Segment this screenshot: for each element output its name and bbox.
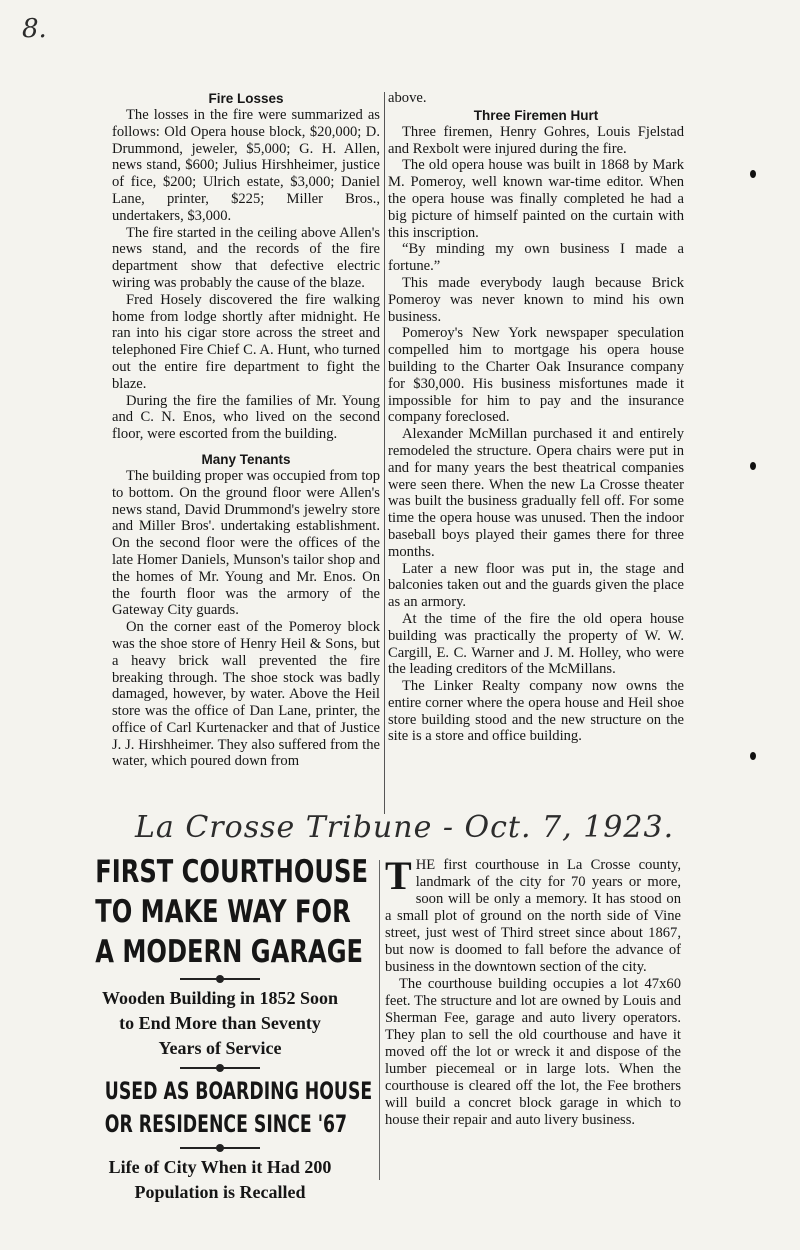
article-headline-block xyxy=(60,852,380,1205)
right-column xyxy=(388,90,684,745)
paragraph: The fire started in the ceiling above Allen's news stand, and the records of the fire department show that defective electric wiring was probably the cause of the blaze. xyxy=(112,224,380,291)
article-divider xyxy=(379,860,380,1180)
section-heading-many-tenants: Many Tenants xyxy=(201,451,291,467)
ornament-divider xyxy=(180,1067,260,1069)
paragraph: “By minding my own business I made a fortune.” xyxy=(388,241,684,275)
main-headline xyxy=(95,852,368,972)
article-body xyxy=(385,853,681,1129)
paragraph: On the corner east of the Pomeroy block was the shoe store of Henry Heil & Sons, but a heavy brick wall prevented the fire breaking through. The shoe stock was badly damaged, however, by water. Above the Heil store was the office of Dan Lane, printer, the office of Carl Kurtenacker and that of Justice J. J. Hirshheimer. They also suffered from the water, which poured down from xyxy=(112,619,380,770)
paragraph: The old opera house was built in 1868 by Mark M. Pomeroy, well known war-time editor. When the opera house was finally completed he had a big picture of himself painted on the curtain with this inscription. xyxy=(388,157,684,241)
lead-text: HE first courthouse in La Crosse county, landmark of the city for 70 years or more, soon will be only a memory. It has stood on a small plot of ground on the north side of Vine street, just west of Third street since about 1867, but now is doomed to fall before the advance of business in the downtown section of the city. xyxy=(385,857,681,975)
paragraph: The courthouse building occupies a lot 47x60 feet. The structure and lot are owned by Louis and Sherman Fee, garage and auto livery operators. They plan to sell the old courthouse and have it moved off the lot or wreck it and dispose of the lumber piecemeal or in large lots. When the courthouse is cleared off the lot, the Fee brothers will build a concret block garage in which to house their repair and auto livery business. xyxy=(385,976,681,1128)
lead-paragraph xyxy=(385,853,681,976)
paragraph: The Linker Realty company now owns the entire corner where the opera house and Heil shoe store building stood and the new structure on the site is a store and office building. xyxy=(388,678,684,745)
paragraph: Fred Hosely discovered the fire walking home from lodge shortly after midnight. He ran into his cigar store across the street and telephoned Fire Chief C. A. Hunt, who turned out the entire fire department to fight the blaze. xyxy=(112,291,380,392)
ornament-divider xyxy=(180,1147,260,1149)
subhead-line: USED AS BOARDING HOUSE xyxy=(104,1077,373,1105)
paragraph: At the time of the fire the old opera house building was practically the property of W. W. Cargill, E. C. Warner and J. M. Holley, who were the leading creditors of the McMillans. xyxy=(388,610,684,678)
paragraph: Three firemen, Henry Gohres, Louis Fjelstad and Rexbolt were injured during the fire. xyxy=(388,123,684,157)
deck-line: Population is Recalled xyxy=(134,1182,306,1202)
headline-line: FIRST COURTHOUSE xyxy=(95,854,368,890)
headline-line: TO MAKE WAY FOR xyxy=(95,894,351,930)
paragraph: During the fire the families of Mr. Young and C. N. Enos, who lived on the second floor, were escorted from the building. xyxy=(112,392,380,443)
deck-line: Years of Service xyxy=(158,1038,282,1058)
section-heading-three-firemen-hurt: Three Firemen Hurt xyxy=(473,107,599,123)
section-heading-fire-losses: Fire Losses xyxy=(208,91,284,106)
drop-cap: T xyxy=(385,853,412,898)
paragraph: This made everybody laugh because Brick Pomeroy was never known to mind his own business. xyxy=(388,274,684,325)
subhead-line: OR RESIDENCE SINCE '67 xyxy=(104,1110,348,1138)
handwritten-source-note: La Crosse Tribune - Oct. 7, 1923. xyxy=(135,810,675,845)
paragraph: Later a new floor was put in, the stage and balconies taken out and the guards given the place as an armory. xyxy=(388,560,684,611)
deck-two xyxy=(60,1155,380,1205)
deck-line: to End More than Seventy xyxy=(119,1013,321,1033)
continuation-text: above. xyxy=(388,90,427,106)
headline-line: A MODERN GARAGE xyxy=(95,934,364,970)
ornament-divider xyxy=(180,978,260,980)
scan-mark xyxy=(750,170,756,178)
scan-mark xyxy=(750,462,756,470)
paragraph: The building proper was occupied from top to bottom. On the ground floor were Allen's news stand, David Drummond's jewelry store and Miller Bros'. undertaking establishment. On the second floor were the offices of the late Homer Daniels, Munson's tailor shop and the homes of Mr. Young and Mr. Enos. On the fourth floor was the armory of the Gateway City guards. xyxy=(112,467,380,619)
paragraph: The losses in the fire were summarized as follows: Old Opera house block, $20,000; D. Drummond, jeweler, $5,000; G. H. Allen, news stand, $600; Julius Hirshheimer, justice of fice, $200; Ulrich estate, $3,000; Daniel Lane, printer, $225; Miller Bros., undertakers, $3,000. xyxy=(112,107,380,224)
deck-line: Wooden Building in 1852 Soon xyxy=(101,988,339,1008)
paragraph: Alexander McMillan purchased it and entirely remodeled the structure. Opera chairs were put in and for many years the best theatrical companies were seen there. When the new La Crosse theater was built the business gradually fell off. For some time the opera house was unused. Then the indoor baseball boys played their games there for three months. xyxy=(388,426,684,560)
scan-mark xyxy=(750,752,756,760)
deck-one xyxy=(60,986,380,1061)
deck-line: Life of City When it Had 200 xyxy=(108,1157,332,1177)
page-number: 8. xyxy=(22,14,47,44)
left-column xyxy=(112,90,380,770)
column-divider xyxy=(384,92,385,814)
paragraph: Pomeroy's New York newspaper speculation compelled him to mortgage his opera house building to the Charter Oak Insurance company for $30,000. His business misfortunes made it impossible for him to pay and the insurance company foreclosed. xyxy=(388,325,684,426)
subheadline xyxy=(104,1075,373,1141)
